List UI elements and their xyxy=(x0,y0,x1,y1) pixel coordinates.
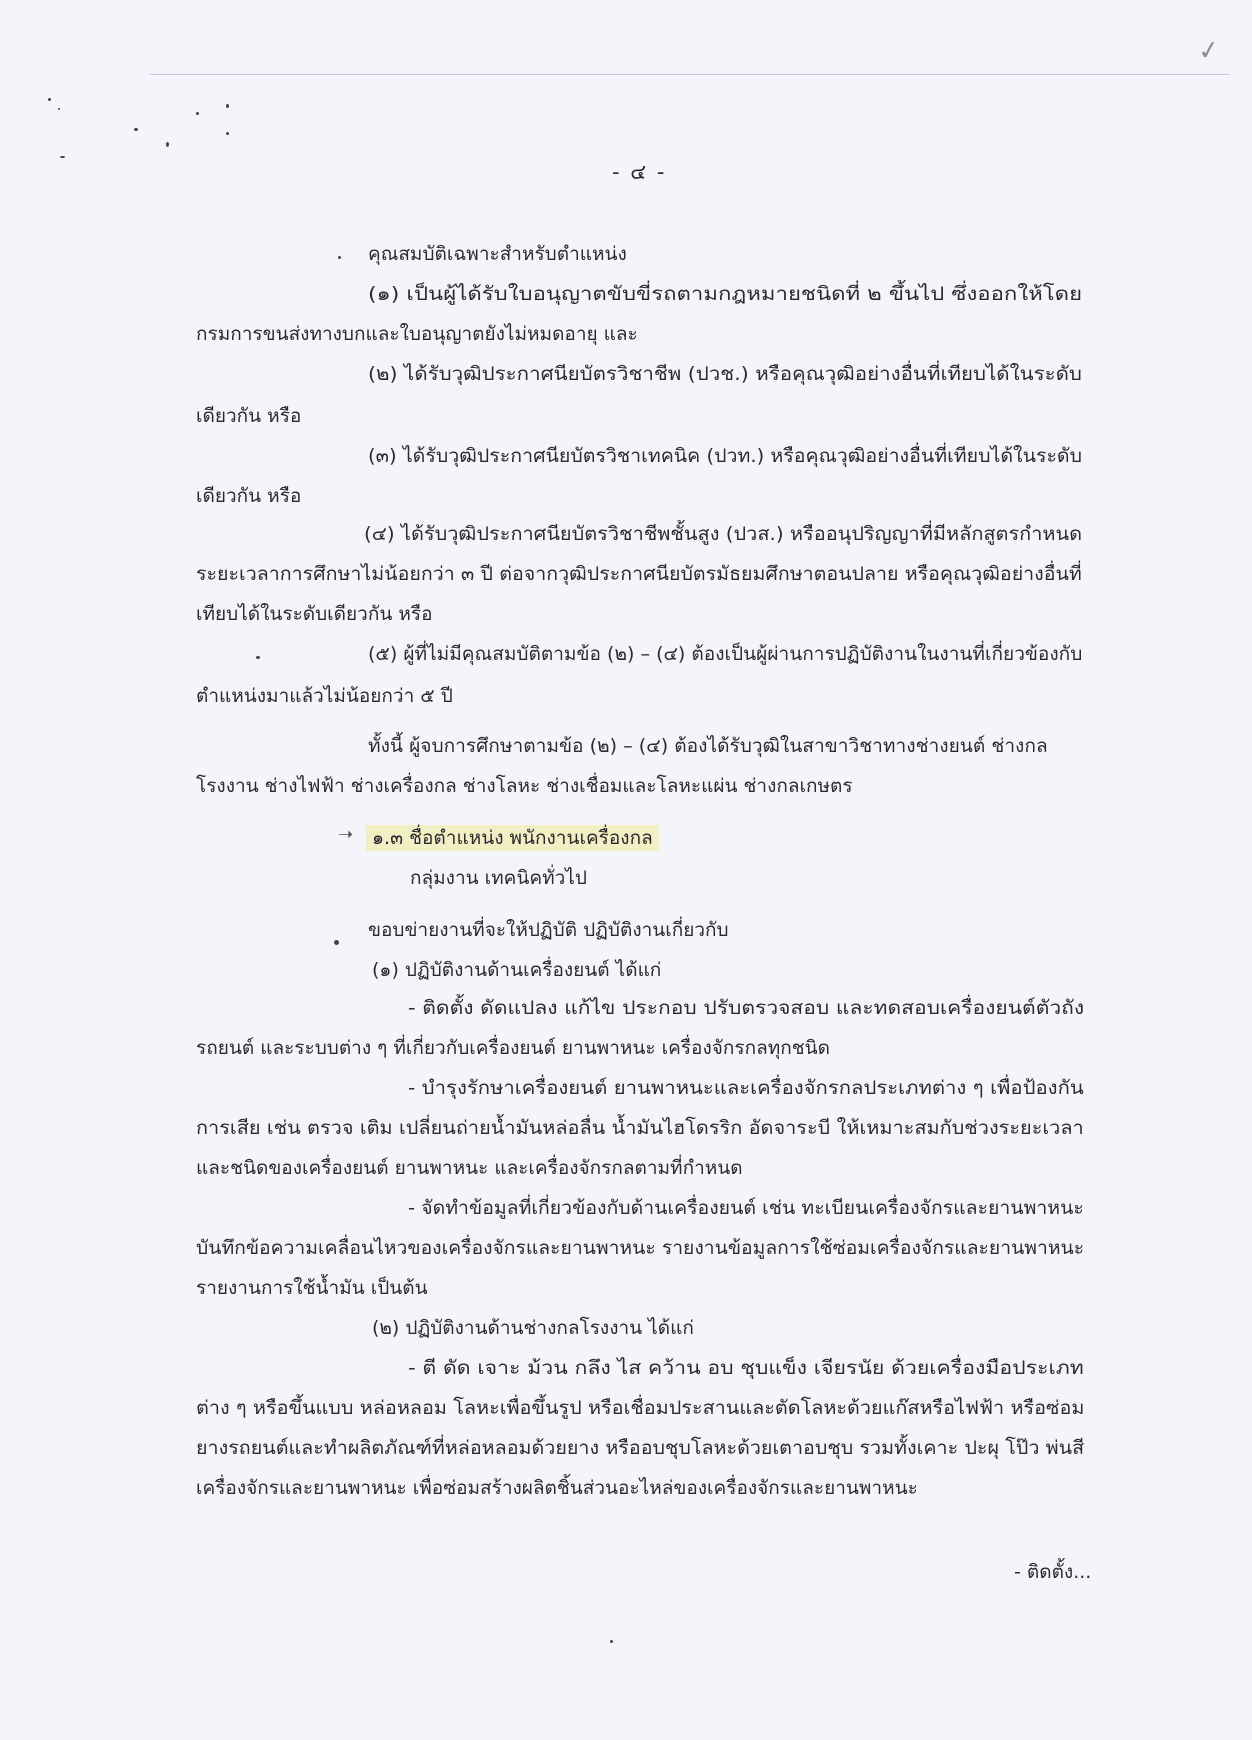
text-line: - ติดตั้ง... xyxy=(1014,1561,1092,1583)
scan-speck xyxy=(58,108,60,110)
scan-speck xyxy=(48,98,51,101)
text-line: เครื่องจักรและยานพาหนะ เพื่อซ่อมสร้างผลิตชิ้นส่วนอะไหล่ของเครื่องจักรและยานพาหนะ xyxy=(196,1477,918,1499)
pen-arrow-mark: ➝ xyxy=(338,824,354,845)
text-line: บันทึกข้อความเคลื่อนไหวของเครื่องจักรและยานพาหนะ รายงานข้อมูลการใช้ซ่อมเครื่องจักรและยานพาหนะ xyxy=(196,1237,1085,1259)
text-line: รถยนต์ และระบบต่าง ๆ ที่เกี่ยวกับเครื่องยนต์ ยานพาหนะ เครื่องจักรกลทุกชนิด xyxy=(196,1037,830,1059)
scan-speck xyxy=(610,1640,613,1643)
text-line xyxy=(372,826,659,850)
checkmark-icon: ✓ xyxy=(1196,34,1222,68)
scan-top-line xyxy=(150,74,1230,75)
scan-speck xyxy=(196,112,199,115)
text-line: และชนิดของเครื่องยนต์ ยานพาหนะ และเครื่องจักรกลตามที่กำหนด xyxy=(196,1157,743,1179)
text-line: ขอบข่ายงานที่จะให้ปฏิบัติ ปฏิบัติงานเกี่ยวกับ xyxy=(368,919,729,941)
text-line: - บำรุงรักษาเครื่องยนต์ ยานพาหนะและเครื่องจักรกลประเภทต่าง ๆ เพื่อป้องกัน xyxy=(408,1077,1084,1099)
scan-speck xyxy=(338,256,341,259)
text-line: ทั้งนี้ ผู้จบการศึกษาตามข้อ (๒) – (๔) ต้องได้รับวุฒิในสาขาวิชาทางช่างยนต์ ช่างกล xyxy=(368,735,1048,757)
text-line: ตำแหน่งมาแล้วไม่น้อยกว่า ๕ ปี xyxy=(196,685,453,707)
scan-speck xyxy=(166,142,169,147)
text-line: (๓) ได้รับวุฒิประกาศนียบัตรวิชาเทคนิค (ปวท.) หรือคุณวุฒิอย่างอื่นที่เทียบได้ในระดับ xyxy=(368,445,1083,467)
text-line: (๒) ได้รับวุฒิประกาศนียบัตรวิชาชีพ (ปวช.) หรือคุณวุฒิอย่างอื่นที่เทียบได้ในระดับ xyxy=(368,363,1082,385)
scan-speck xyxy=(334,940,339,945)
scan-speck xyxy=(134,128,138,131)
text-line: - จัดทำข้อมูลที่เกี่ยวข้องกับด้านเครื่องยนต์ เช่น ทะเบียนเครื่องจักรและยานพาหนะ xyxy=(408,1197,1084,1219)
text-line: ยางรถยนต์และทำผลิตภัณฑ์ที่หล่อหลอมด้วยยาง หรืออบชุบโลหะด้วยเตาอบชุบ รวมทั้งเคาะ ปะผุ โป๊ว พ่นสี xyxy=(196,1437,1085,1459)
text-line: (๑) เป็นผู้ได้รับใบอนุญาตขับขี่รถตามกฎหมายชนิดที่ ๒ ขึ้นไป ซึ่งออกให้โดย xyxy=(368,283,1083,305)
text-line: คุณสมบัติเฉพาะสำหรับตำแหน่ง xyxy=(368,243,627,265)
scan-speck xyxy=(226,104,229,108)
text-line: กรมการขนส่งทางบกและใบอนุญาตยังไม่หมดอายุ และ xyxy=(196,323,638,345)
text-line: เดียวกัน หรือ xyxy=(196,405,302,427)
text-line: (๒) ปฏิบัติงานด้านช่างกลโรงงาน ได้แก่ xyxy=(372,1317,694,1339)
scan-speck xyxy=(256,656,260,659)
scan-speck xyxy=(226,132,229,135)
text-line: ระยะเวลาการศึกษาไม่น้อยกว่า ๓ ปี ต่อจากวุฒิประกาศนียบัตรมัธยมศึกษาตอนปลาย หรือคุณวุฒิอย่างอื่นที่ xyxy=(196,563,1082,585)
text-line: (๕) ผู้ที่ไม่มีคุณสมบัติตามข้อ (๒) – (๔) ต้องเป็นผู้ผ่านการปฏิบัติงานในงานที่เกี่ยวข้องกับ xyxy=(368,643,1083,665)
text-line: การเสีย เช่น ตรวจ เติม เปลี่ยนถ่ายน้ำมันหล่อลื่น น้ำมันไฮโดรริก อัดจาระบี ให้เหมาะสมกับช่วงระยะเวลา xyxy=(196,1117,1084,1139)
scan-speck xyxy=(60,156,65,158)
text-line: รายงานการใช้น้ำมัน เป็นต้น xyxy=(196,1277,428,1299)
page-number: - ๔ - xyxy=(612,160,667,184)
text-line: - ตี ดัด เจาะ ม้วน กลึง ไส คว้าน อบ ชุบแข็ง เจียรนัย ด้วยเครื่องมือประเภท xyxy=(408,1357,1084,1379)
text-line: (๑) ปฏิบัติงานด้านเครื่องยนต์ ได้แก่ xyxy=(372,959,662,981)
text-line: (๔) ได้รับวุฒิประกาศนียบัตรวิชาชีพชั้นสูง (ปวส.) หรืออนุปริญญาที่มีหลักสูตรกำหนด xyxy=(364,523,1083,545)
highlighted-heading: ๑.๓ ชื่อตำแหน่ง พนักงานเครื่องกล xyxy=(366,825,659,851)
text-line: ต่าง ๆ หรือขึ้นแบบ หล่อหลอม โลหะเพื่อขึ้นรูป หรือเชื่อมประสานและตัดโลหะด้วยแก๊สหรือไฟฟ้า หรือซ่อม xyxy=(196,1397,1085,1419)
text-line: โรงงาน ช่างไฟฟ้า ช่างเครื่องกล ช่างโลหะ ช่างเชื่อมและโลหะแผ่น ช่างกลเกษตร xyxy=(196,775,853,797)
text-line: กลุ่มงาน เทคนิคทั่วไป xyxy=(410,867,587,889)
text-line: เดียวกัน หรือ xyxy=(196,485,302,507)
text-line: เทียบได้ในระดับเดียวกัน หรือ xyxy=(196,603,433,625)
text-line: - ติดตั้ง ดัดแปลง แก้ไข ประกอบ ปรับตรวจสอบ และทดสอบเครื่องยนต์ตัวถัง xyxy=(408,997,1085,1019)
